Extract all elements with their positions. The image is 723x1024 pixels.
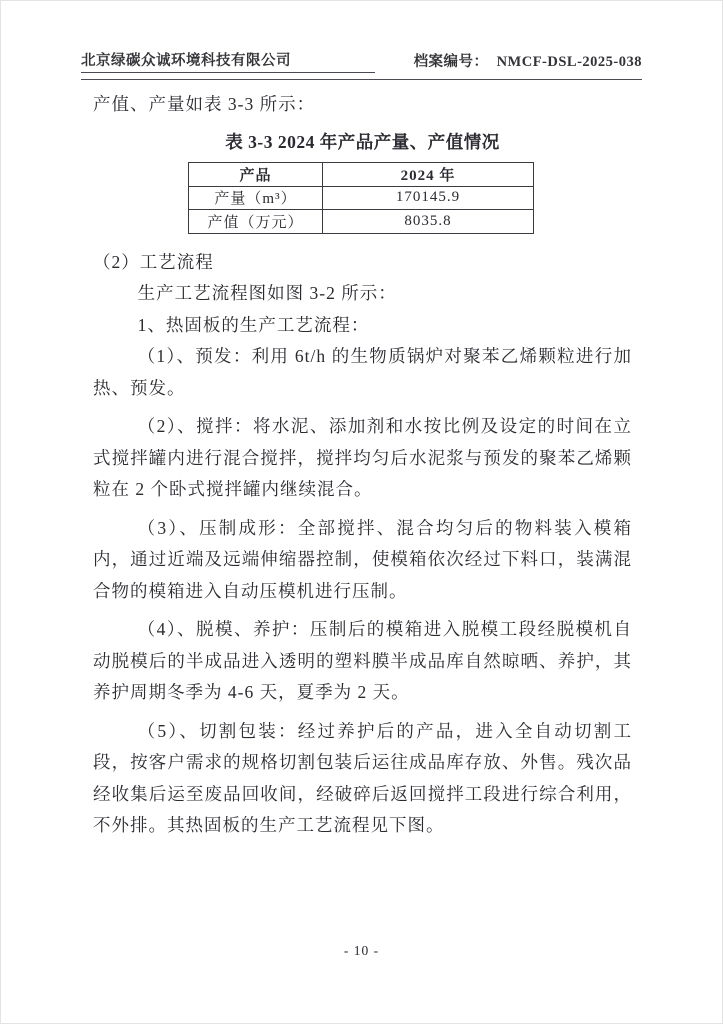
intro-line: 产值、产量如表 3-3 所示：: [93, 94, 316, 114]
table-row: [189, 186, 534, 210]
body-paragraph: （2）、搅拌：将水泥、添加剂和水按比例及设定的时间在立式搅拌罐内进行混合搅拌，搅拌均匀后水泥浆与预发的聚苯乙烯颗粒在 2 个卧式搅拌罐内继续混合。: [93, 416, 632, 499]
body-paragraph: （3）、压制成形：全部搅拌、混合均匀后的物料装入模箱内，通过近端及远端伸缩器控制，使模箱依次经过下料口，装满混合物的模箱进入自动压模机进行压制。: [93, 517, 632, 601]
table-title: 表 3-3 2024 年产品产量、产值情况: [225, 131, 500, 152]
body-paragraph: （4）、脱模、养护：压制后的模箱进入脱模工段经脱模机自动脱模后的半成品进入透明的塑料膜半成品库自然晾晒、养护，其养护周期冬季为 4-6 天，夏季为 2 天。: [93, 619, 632, 702]
table-cell-output-label: 产量（m³）: [189, 186, 323, 210]
page-number: - 10 -: [343, 943, 380, 958]
body-paragraph: （5）、切割包装：经过养护后的产品，进入全自动切割工段，按客户需求的规格切割包装后运往成品库存放、外售。残次品经收集后运至废品回收间，经破碎后返回搅拌工段进行综合利用，不外排。其热固板的生产工艺流程见下图。: [93, 720, 632, 835]
document-body: [93, 89, 632, 842]
archive-label: 档案编号：: [413, 54, 489, 70]
table-cell-value-value: 8035.8: [323, 210, 534, 234]
table-header-year: 2024 年: [323, 163, 534, 187]
archive-number-field: [414, 50, 642, 73]
table-header-product: 产品: [189, 163, 323, 187]
page-footer: [1, 943, 722, 959]
body-paragraph: 生产工艺流程图如图 3-2 所示：: [137, 283, 397, 303]
table-cell-output-value: 170145.9: [323, 186, 534, 210]
body-paragraph: （2）工艺流程: [93, 251, 214, 272]
table-header-row: [189, 163, 534, 187]
body-paragraph: （1）、预发：利用 6t/h 的生物质锅炉对聚苯乙烯颗粒进行加热、预发。: [93, 346, 632, 398]
table-row: [189, 210, 534, 234]
production-output-table: [188, 162, 534, 234]
table-cell-value-label: 产值（万元）: [189, 210, 323, 234]
archive-number: NMCF-DSL-2025-038: [496, 54, 642, 70]
company-name: 北京绿碳众诚环境科技有限公司: [81, 49, 375, 73]
body-paragraph: 1、热固板的生产工艺流程：: [137, 314, 370, 335]
page-header: [81, 49, 642, 80]
